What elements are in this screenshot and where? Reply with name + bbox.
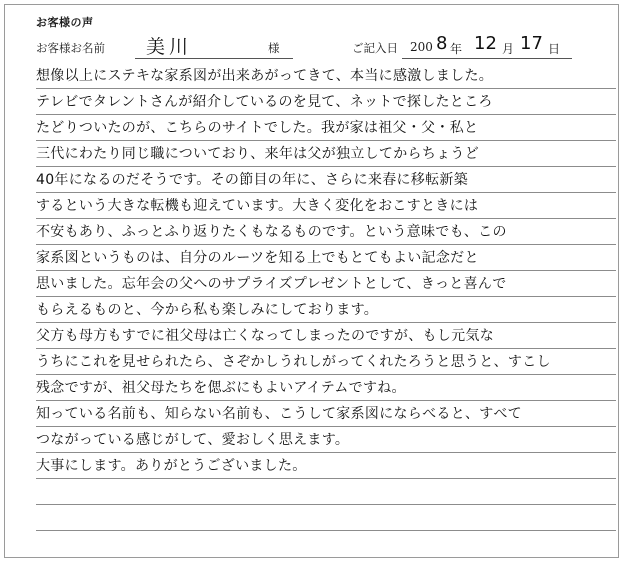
- ruled-line: [36, 88, 616, 115]
- body-line-text: 父方も母方もすでに祖父母は亡くなってしまったのですが、もし元気な: [36, 328, 495, 344]
- body-line-text: 大事にします。ありがとうございました。: [36, 458, 307, 474]
- ruled-line: [36, 218, 616, 245]
- body-line-text: 残念ですが、祖父母たちを偲ぶにもよいアイテムですね。: [36, 380, 406, 396]
- ruled-line: [36, 296, 616, 323]
- year-digit: 8: [436, 33, 448, 54]
- body-line-text: たどりついたのが、こちらのサイトでした。我が家は祖父・父・私と: [36, 120, 479, 136]
- ruled-line: [36, 374, 616, 401]
- ruled-line: [36, 426, 616, 453]
- ruled-line: [36, 270, 616, 297]
- ruled-line: [36, 400, 616, 427]
- form-title: お客様の声: [36, 16, 94, 29]
- name-underline: [135, 58, 293, 59]
- customer-name: 美川: [146, 36, 193, 58]
- day-unit: 日: [548, 42, 561, 56]
- ruled-line: [36, 166, 616, 193]
- body-line-text: つながっている感じがして、愛おしく思えます。: [36, 432, 350, 448]
- month-unit: 月: [502, 42, 515, 56]
- ruled-line: [36, 504, 616, 531]
- honorific-label: 様: [268, 41, 280, 55]
- date-underline: [402, 58, 572, 59]
- day-value: 17: [520, 33, 543, 54]
- body-line-text: するという大きな転機も迎えています。大きく変化をおこすときには: [36, 198, 479, 214]
- body-line-text: 知っている名前も、知らない名前も、こうして家系図にならべると、すべて: [36, 406, 522, 422]
- ruled-line: [36, 62, 616, 89]
- ruled-line: [36, 244, 616, 271]
- body-line-text: もらえるものと、今から私も楽しみにしております。: [36, 302, 379, 318]
- ruled-line: [36, 478, 616, 505]
- date-label: ご記入日: [352, 41, 398, 55]
- body-line-text: 40年になるのだそうです。その節目の年に、さらに来春に移転新築: [36, 172, 468, 188]
- ruled-line: [36, 452, 616, 479]
- body-line-text: うちにこれを見せられたら、さぞかしうれしがってくれたろうと思うと、すこし: [36, 354, 551, 370]
- name-label: お客様お名前: [36, 41, 105, 55]
- year-unit: 年: [450, 42, 463, 56]
- ruled-line: [36, 140, 616, 167]
- month-value: 12: [474, 33, 497, 54]
- body-line-text: 思いました。忘年会の父へのサプライズプレゼントとして、きっと喜んで: [36, 276, 507, 292]
- year-prefix: 200: [410, 40, 433, 54]
- ruled-line: [36, 322, 616, 349]
- body-line-text: 想像以上にステキな家系図が出来あがってきて、本当に感激しました。: [36, 68, 494, 84]
- body-line-text: 三代にわたり同じ職についており、来年は父が独立してからちょうど: [36, 146, 480, 162]
- ruled-line: [36, 192, 616, 219]
- body-line-text: 不安もあり、ふっとふり返りたくもなるものです。という意味でも、この: [36, 224, 507, 240]
- ruled-line: [36, 348, 616, 375]
- body-line-text: 家系図というものは、自分のルーツを知る上でもとてもよい記念だと: [36, 250, 479, 266]
- body-line-text: テレビでタレントさんが紹介しているのを見て、ネットで探したところ: [36, 94, 493, 110]
- ruled-line: [36, 114, 616, 141]
